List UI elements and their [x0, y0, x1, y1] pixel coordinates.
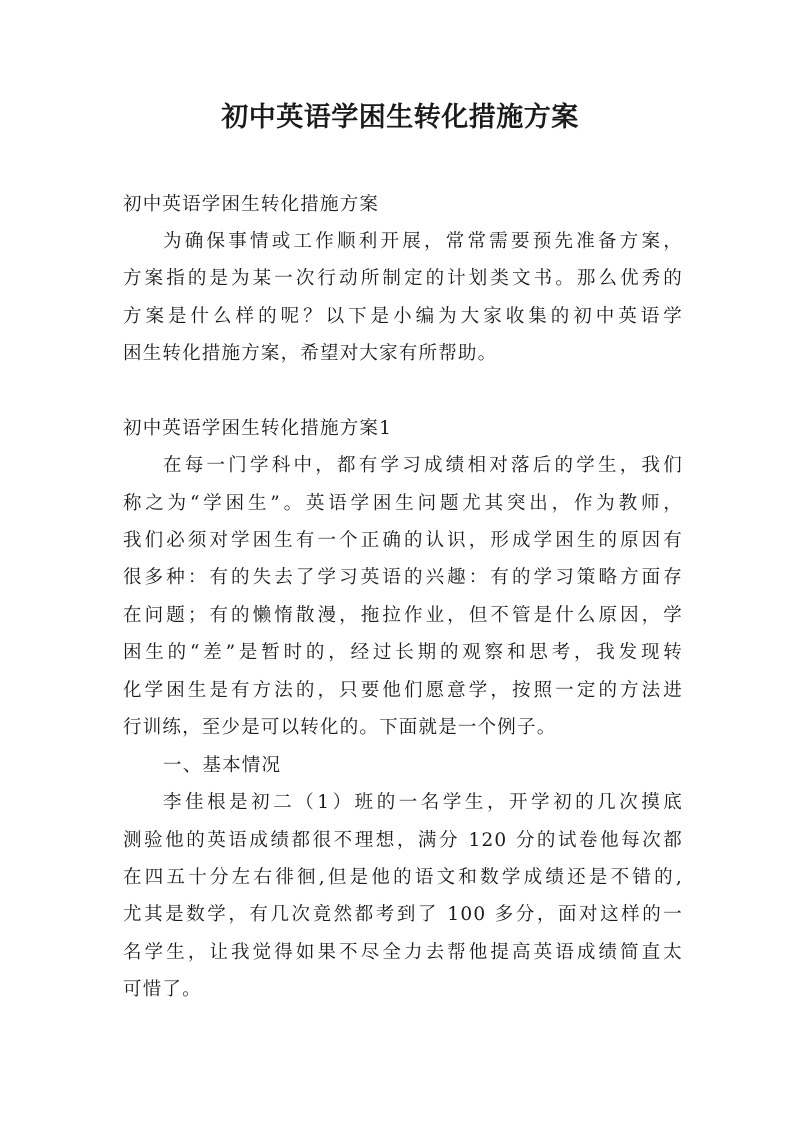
document-title: 初中英语学困生转化措施方案	[221, 102, 579, 133]
paragraph-line: 称之为“学困生”。英语学困生问题尤其突出，作为教师，	[123, 493, 683, 514]
intro-line: 方案是什么样的呢？以下是小编为大家收集的初中英语学	[123, 306, 683, 327]
subtitle-line: 初中英语学困生转化措施方案	[123, 194, 380, 215]
intro-line: 为确保事情或工作顺利开展，常常需要预先准备方案，	[163, 231, 683, 252]
case-line: 名学生，让我觉得如果不尽全力去帮他提高英语成绩简直太	[123, 942, 683, 963]
case-line: 李佳根是初二（1）班的一名学生，开学初的几次摸底	[163, 792, 683, 813]
case-line: 尤其是数学，有几次竟然都考到了 100 多分，面对这样的一	[123, 904, 683, 925]
case-line: 在四五十分左右徘徊,但是他的语文和数学成绩还是不错的,	[123, 867, 683, 888]
intro-line: 困生转化措施方案，希望对大家有所帮助。	[123, 343, 498, 364]
paragraph-line: 在每一门学科中，都有学习成绩相对落后的学生，我们	[163, 455, 683, 476]
paragraph-line: 在问题；有的懒惰散漫，拖拉作业，但不管是什么原因，学	[123, 605, 683, 626]
paragraph-line: 行训练，至少是可以转化的。下面就是一个例子。	[123, 717, 557, 738]
section-heading: 初中英语学困生转化措施方案1	[123, 418, 393, 439]
paragraph-line: 很多种：有的失去了学习英语的兴趣：有的学习策略方面存	[123, 567, 683, 588]
paragraph-line: 我们必须对学困生有一个正确的认识，形成学困生的原因有	[123, 530, 683, 551]
subheading: 一、基本情况	[163, 755, 282, 776]
paragraph-line: 困生的“差”是暂时的，经过长期的观察和思考，我发现转	[123, 642, 683, 663]
case-line: 测验他的英语成绩都很不理想，满分 120 分的试卷他每次都	[123, 830, 683, 851]
paragraph-line: 化学困生是有方法的，只要他们愿意学，按照一定的方法进	[123, 680, 683, 701]
intro-line: 方案指的是为某一次行动所制定的计划类文书。那么优秀的	[123, 268, 683, 289]
case-line: 可惜了。	[123, 979, 202, 1000]
